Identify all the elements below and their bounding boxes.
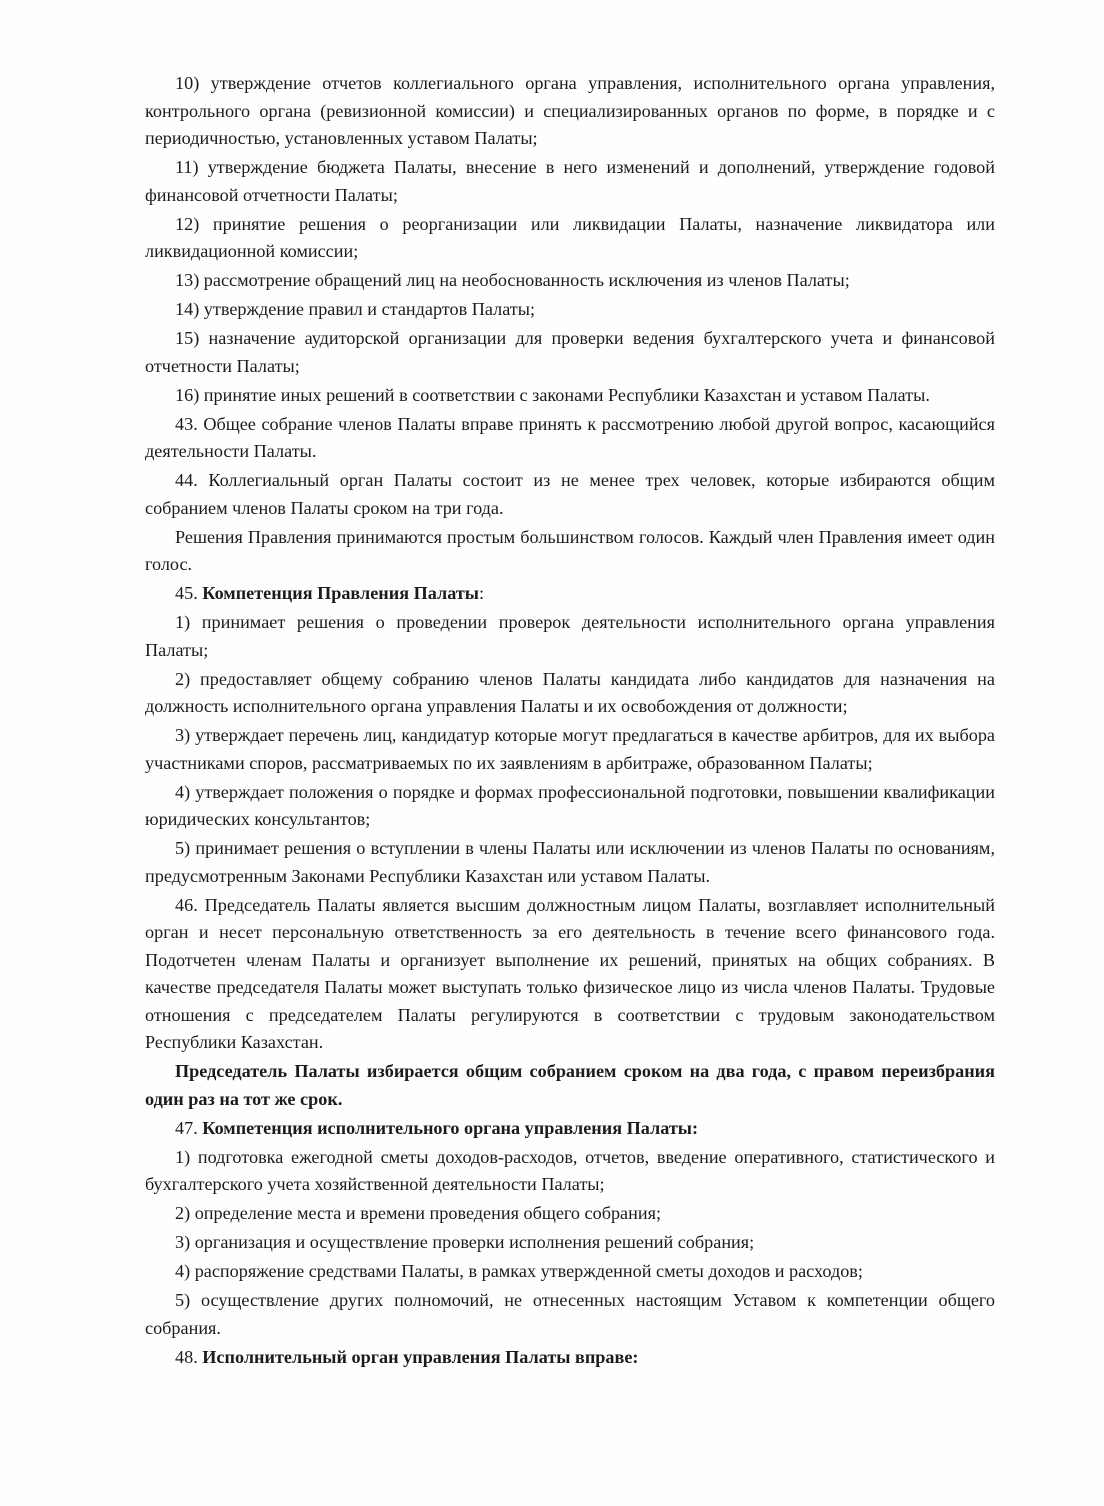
paragraph-board-decisions: Решения Правления принимаются простым большинством голосов. Каждый член Правления имеет один голос. <box>145 526 995 574</box>
document-body <box>145 70 995 1373</box>
paragraph-item-13: 13) рассмотрение обращений лиц на необоснованность исключения из членов Палаты; <box>175 270 850 290</box>
paragraph-item-15: 15) назначение аудиторской организации для проверки ведения бухгалтерского учета и финансовой отчетности Палаты; <box>145 328 995 376</box>
paragraph-exec-item-5: 5) осуществление других полномочий, не отнесенных настоящим Уставом к компетенции общего собрания. <box>145 1290 995 1338</box>
heading-clause-48 <box>145 1344 995 1372</box>
chairman-term-text: Председатель Палаты избирается общим собранием сроком на два года, с правом переизбрания один раз на тот же срок. <box>145 1061 995 1109</box>
paragraph-clause-43: 43. Общее собрание членов Палаты вправе принять к рассмотрению любой другой вопрос, касающийся деятельности Палаты. <box>145 413 995 461</box>
paragraph-board-item-1: 1) принимает решения о проведении проверок деятельности исполнительного органа управления Палаты; <box>145 612 995 660</box>
heading-clause-45 <box>145 580 995 608</box>
clause-tail: : <box>479 583 485 603</box>
paragraph-exec-item-2: 2) определение места и времени проведения общего собрания; <box>175 1203 662 1223</box>
clause-title: Компетенция Правления Палаты <box>202 583 479 603</box>
paragraph-item-11: 11) утверждение бюджета Палаты, внесение в него изменений и дополнений, утверждение годовой финансовой отчетности Палаты; <box>145 157 995 205</box>
paragraph-exec-item-1: 1) подготовка ежегодной сметы доходов-расходов, отчетов, введение оперативного, статистического и бухгалтерского учета хозяйственной деятельности Палаты; <box>145 1146 995 1194</box>
paragraph-clause-46: 46. Председатель Палаты является высшим должностным лицом Палаты, возглавляет исполнительный орган и несет персональную ответственность за его деятельность в течение всего финансового года. Подотчетен членам Палаты и организует выполнение их решений, принятых на общих собраниях. В качестве председателя Палаты может выступать только физическое лицо из числа членов Палаты. Трудовые отношения с председателем Палаты регулируются в соответствии с трудовым законодательством Республики Казахстан. <box>145 894 995 1052</box>
clause-title: Исполнительный орган управления Палаты вправе: <box>202 1346 639 1367</box>
paragraph-board-item-5: 5) принимает решения о вступлении в члены Палаты или исключении из членов Палаты по основаниям, предусмотренным Законами Республики Казахстан или уставом Палаты. <box>145 838 995 886</box>
paragraph-board-item-3: 3) утверждает перечень лиц, кандидатур которые могут предлагаться в качестве арбитров, для их выбора участниками споров, рассматриваемых по их заявлениям в арбитраже, образованном Палаты; <box>145 725 995 773</box>
clause-number: 45. <box>175 583 203 603</box>
paragraph-board-item-2: 2) предоставляет общему собранию членов Палаты кандидата либо кандидатов для назначения на должность исполнительного органа управления Палаты и их освобождения от должности; <box>145 668 995 716</box>
paragraph-item-10: 10) утверждение отчетов коллегиального органа управления, исполнительного органа управления, контрольного органа (ревизионной комиссии) и специализированных органов по форме, в порядке и с периодичностью, установленных уставом Палаты; <box>145 73 995 148</box>
paragraph-exec-item-4: 4) распоряжение средствами Палаты, в рамках утвержденной сметы доходов и расходов; <box>175 1261 863 1281</box>
clause-number: 47. <box>175 1117 203 1138</box>
clause-title: Компетенция исполнительного органа управления Палаты: <box>202 1117 699 1138</box>
paragraph-chairman-term <box>145 1058 995 1113</box>
paragraph-exec-item-3: 3) организация и осуществление проверки исполнения решений собрания; <box>175 1232 755 1252</box>
clause-number: 48. <box>175 1346 203 1367</box>
paragraph-item-12: 12) принятие решения о реорганизации или ликвидации Палаты, назначение ликвидатора или ликвидационной комиссии; <box>145 213 995 261</box>
heading-clause-47 <box>145 1115 995 1143</box>
paragraph-clause-44: 44. Коллегиальный орган Палаты состоит из не менее трех человек, которые избираются общим собранием членов Палаты сроком на три года. <box>145 470 995 518</box>
paragraph-item-16: 16) принятие иных решений в соответствии с законами Республики Казахстан и уставом Палаты. <box>175 384 930 405</box>
paragraph-item-14: 14) утверждение правил и стандартов Палаты; <box>175 299 536 319</box>
paragraph-board-item-4: 4) утверждает положения о порядке и формах профессиональной подготовки, повышении квалификации юридических консультантов; <box>145 781 995 829</box>
